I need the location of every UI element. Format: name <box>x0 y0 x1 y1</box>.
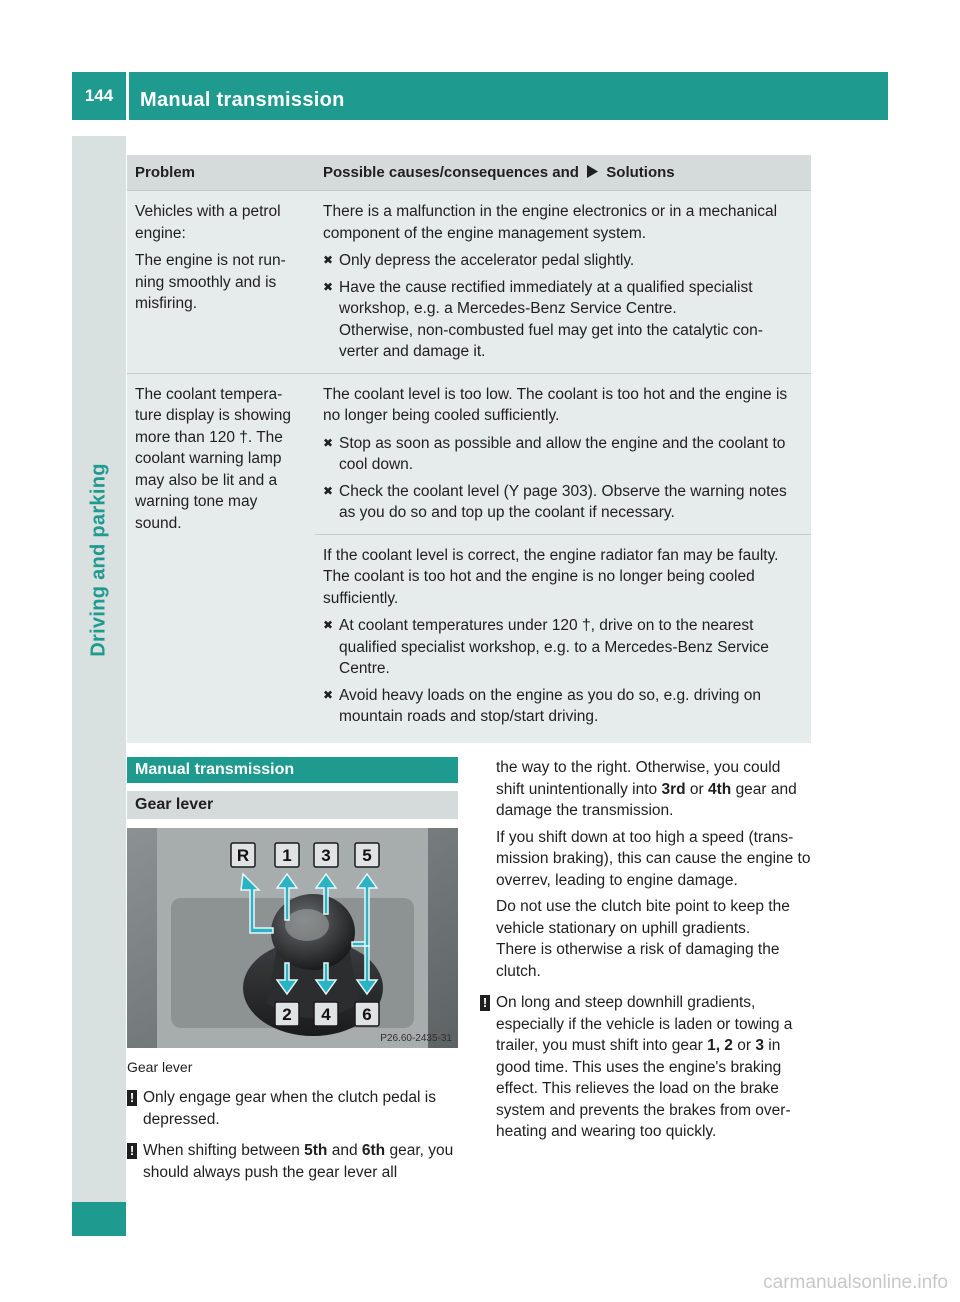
troubleshooting-table <box>127 155 811 743</box>
list-item: ✖ Have the cause rectified immediately at a qualified specialist workshop, e.g. a Mercedes-Benz Service Centre. <box>323 277 803 320</box>
gear-label: R <box>236 846 250 865</box>
figure-caption: Gear lever <box>127 1059 193 1075</box>
section-title: Manual transmission <box>127 757 458 783</box>
arrow-bullet-icon: ✖ <box>323 435 334 450</box>
side-margin-block <box>72 136 126 1202</box>
arrow-bullet-icon: ✖ <box>323 483 334 498</box>
list-item: ✖ Stop as soon as possible and allow the engine and the coolant to cool down. <box>323 433 803 476</box>
gear-label: 5 <box>362 846 372 865</box>
warning-note: ! Only engage gear when the clutch pedal is depressed. <box>127 1087 458 1130</box>
solution-subsection: If the coolant level is correct, the engine radiator fan may be faulty. The coolant is too hot and the engine is no longer being cooled sufficiently. ✖ At coolant temperatures under 120 †, drive on to the nearest qualified specialist workshop, e.g. to a Mercedes-Benz Service Centre. ✖ Avoid heavy loads on the engine as you do so, e.g. driving on mountain roads and stop/start driving. <box>315 534 811 728</box>
side-tab-marker <box>72 1202 126 1236</box>
solution-cell: The coolant level is too low. The coolant is too hot and the engine is no longer being cooled sufficiently. ✖ Stop as soon as possible and allow the engine and the coolant to cool down. ✖ Check the coolant level (Y page 303). Observe the warning notes as you do so and top up the coolant if necessary. If the coolant level is correct, the engine radiator fan may be faulty. The coolant is too hot and the engine is no longer being cooled sufficiently. ✖ At coolant temperatures under 120 †, drive on to the nearest qualified specialist workshop, e.g. to a Mercedes-Benz Service Centre. ✖ Avoid heavy loads on the engine as you do so, e.g. driving on mountain roads and stop/start driving. <box>315 374 811 743</box>
warning-note: ! On long and steep downhill gradients, especially if the vehicle is laden or towing a trailer, you must shift into gear 1, 2 or 3 in good time. This uses the engine's braking effect. This relieves the load on the brake system and prevents the brakes from over- heating and wearing too quickly. <box>480 992 812 1143</box>
arrow-bullet-icon: ✖ <box>323 253 334 267</box>
gear-lever-illustration <box>127 828 458 1048</box>
arrow-bullet-icon: ✖ <box>323 687 334 702</box>
list-item: ✖ At coolant temperatures under 120 †, drive on to the nearest qualified specialist workshop, e.g. to a Mercedes-Benz Service Centre. <box>323 615 803 680</box>
problem-cell: Vehicles with a petrol engine: The engine is not run- ning smoothly and is misfiring. <box>127 191 315 373</box>
warning-icon: ! <box>127 1140 143 1183</box>
table-row <box>127 190 811 373</box>
gear-label: 6 <box>362 1005 372 1024</box>
arrow-bullet-icon: ✖ <box>323 279 334 294</box>
paragraph: the way to the right. Otherwise, you could shift unintentionally into 3rd or 4th gear and damage the transmission. <box>496 759 797 819</box>
column-header-problem: Problem <box>135 164 196 181</box>
subsection-title: Gear lever <box>127 791 458 819</box>
gear-lever-image <box>127 828 458 1048</box>
gear-label: 3 <box>321 846 331 865</box>
gear-label: 2 <box>282 1005 292 1024</box>
column-header-solutions: Possible causes/consequences and Solutions <box>323 164 675 181</box>
warning-note: ! When shifting between 5th and 6th gear, you should always push the gear lever all <box>127 1140 458 1183</box>
figure-code: P26.60-2435-31 <box>380 1033 452 1044</box>
list-item: ✖ Avoid heavy loads on the engine as you do so, e.g. driving on mountain roads and stop/start driving. <box>323 685 803 728</box>
warning-icon: ! <box>127 1087 143 1130</box>
paragraph: Do not use the clutch bite point to keep the vehicle stationary on uphill gradients. <box>496 898 790 937</box>
table-header <box>127 155 811 190</box>
arrow-right-icon <box>586 165 599 178</box>
solution-cell: There is a malfunction in the engine electronics or in a mechanical component of the engine management system. ✖ Only depress the accelerator pedal slightly. ✖ Have the cause rectified immediately at a qualified specialist workshop, e.g. a Mercedes-Benz Service Centre. Otherwise, non-combusted fuel may get into the catalytic con- verter and damage it. <box>315 191 811 373</box>
gear-label: 4 <box>321 1005 331 1024</box>
left-text-column <box>127 1087 458 1193</box>
page-title: Manual transmission <box>140 89 345 111</box>
header-divider <box>126 72 129 120</box>
page-number: 144 <box>84 86 114 105</box>
arrow-bullet-icon: ✖ <box>323 618 334 632</box>
warning-icon: ! <box>480 992 496 1143</box>
paragraph: If you shift down at too high a speed (trans- mission braking), this can cause the engine to overrev, leading to engine damage. <box>496 828 811 889</box>
list-item: ✖ Check the coolant level (Y page 303). Observe the warning notes as you do so and top up the coolant if necessary. <box>323 481 803 524</box>
chapter-label: Driving and parking <box>87 463 110 657</box>
watermark: carmanualsonline.info <box>763 1272 948 1293</box>
paragraph: There is otherwise a risk of damaging the clutch. <box>496 941 780 980</box>
list-item: ✖ Only depress the accelerator pedal slightly. <box>323 250 803 272</box>
problem-cell: The coolant tempera- ture display is showing more than 120 †. The coolant warning lamp may also be lit and a warning tone may sound. <box>127 374 315 743</box>
gear-label: 1 <box>282 846 292 865</box>
right-text-column <box>480 757 812 1153</box>
table-row <box>127 373 811 743</box>
